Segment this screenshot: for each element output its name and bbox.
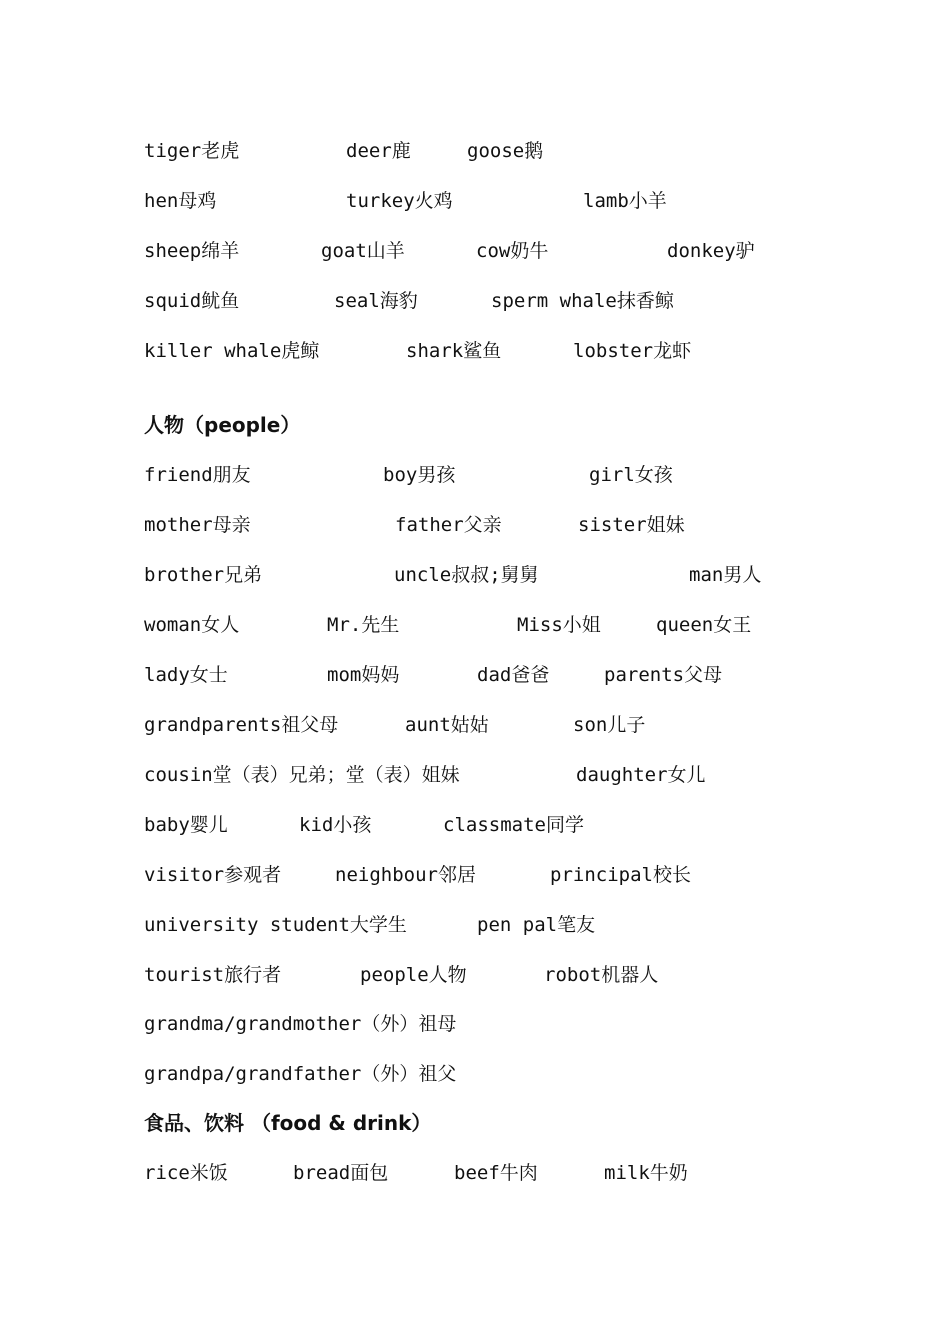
vocab-item: parents父母 <box>604 664 723 686</box>
vocab-item: kid小孩 <box>299 814 372 836</box>
vocab-item: neighbour邻居 <box>335 864 476 886</box>
vocab-item: lamb小羊 <box>583 190 667 212</box>
vocab-line <box>0 710 950 740</box>
vocab-line <box>0 236 950 266</box>
vocab-line <box>0 1059 950 1089</box>
vocab-item: grandpa/grandfather（外）祖父 <box>144 1063 457 1085</box>
vocab-line <box>0 1158 950 1188</box>
vocab-item: grandparents祖父母 <box>144 714 339 736</box>
vocab-item: goose鹅 <box>467 140 544 162</box>
vocab-line <box>0 1009 950 1039</box>
vocab-item: man男人 <box>689 564 762 586</box>
vocab-item: donkey驴 <box>667 240 755 262</box>
vocab-item: brother兄弟 <box>144 564 263 586</box>
vocab-line <box>0 810 950 840</box>
vocab-item: aunt姑姑 <box>405 714 489 736</box>
vocab-line <box>0 860 950 890</box>
vocab-item: killer whale虎鲸 <box>144 340 320 362</box>
vocab-line <box>0 336 950 366</box>
vocab-item: dad爸爸 <box>477 664 550 686</box>
vocab-line <box>0 460 950 490</box>
vocab-item: goat山羊 <box>321 240 405 262</box>
vocab-item: sister姐妹 <box>578 514 685 536</box>
vocab-item: boy男孩 <box>383 464 456 486</box>
vocab-line <box>0 660 950 690</box>
vocab-line <box>0 760 950 790</box>
vocab-item: woman女人 <box>144 614 240 636</box>
vocab-item: lobster龙虾 <box>573 340 692 362</box>
vocab-item: son儿子 <box>573 714 646 736</box>
vocab-line <box>0 510 950 540</box>
vocab-item: hen母鸡 <box>144 190 217 212</box>
vocab-item: uncle叔叔;舅舅 <box>394 564 539 586</box>
section-heading-people: 人物（people） <box>144 413 301 437</box>
vocab-item: sperm whale抹香鲸 <box>491 290 674 312</box>
vocab-item: tourist旅行者 <box>144 964 282 986</box>
vocab-item: robot机器人 <box>544 964 659 986</box>
vocab-item: rice米饭 <box>144 1162 228 1184</box>
vocab-line <box>0 136 950 166</box>
vocab-item: queen女王 <box>656 614 752 636</box>
vocab-item: Miss小姐 <box>517 614 601 636</box>
vocab-item: lady女士 <box>144 664 228 686</box>
vocab-item: university student大学生 <box>144 914 407 936</box>
vocab-item: mom妈妈 <box>327 664 400 686</box>
vocab-item: principal校长 <box>550 864 691 886</box>
vocab-item: father父亲 <box>395 514 502 536</box>
vocab-item: tiger老虎 <box>144 140 240 162</box>
vocab-item: turkey火鸡 <box>346 190 453 212</box>
vocab-item: friend朋友 <box>144 464 251 486</box>
vocab-item: girl女孩 <box>589 464 673 486</box>
vocab-item: shark鲨鱼 <box>406 340 502 362</box>
vocab-item: cow奶牛 <box>476 240 549 262</box>
vocab-item: bread面包 <box>293 1162 389 1184</box>
vocab-item: deer鹿 <box>346 140 411 162</box>
vocab-item: squid鱿鱼 <box>144 290 240 312</box>
vocab-item: visitor参观者 <box>144 864 282 886</box>
vocab-item: daughter女儿 <box>576 764 706 786</box>
vocab-item: baby婴儿 <box>144 814 228 836</box>
vocab-line <box>0 910 950 940</box>
vocab-line <box>0 560 950 590</box>
vocab-item: sheep绵羊 <box>144 240 240 262</box>
vocab-item: seal海豹 <box>334 290 418 312</box>
vocab-item: milk牛奶 <box>604 1162 688 1184</box>
vocab-item: pen pal笔友 <box>477 914 596 936</box>
vocab-item: grandma/grandmother（外）祖母 <box>144 1013 457 1035</box>
vocab-line <box>0 960 950 990</box>
vocab-item: Mr.先生 <box>327 614 400 636</box>
vocab-item: cousin堂（表）兄弟；堂（表）姐妹 <box>144 764 460 786</box>
section-heading-food-drink: 食品、饮料 （food & drink） <box>144 1111 432 1135</box>
vocab-line <box>0 186 950 216</box>
vocab-item: people人物 <box>360 964 467 986</box>
vocab-line <box>0 286 950 316</box>
vocab-line <box>0 610 950 640</box>
vocab-item: classmate同学 <box>443 814 584 836</box>
vocab-item: mother母亲 <box>144 514 251 536</box>
vocab-item: beef牛肉 <box>454 1162 538 1184</box>
